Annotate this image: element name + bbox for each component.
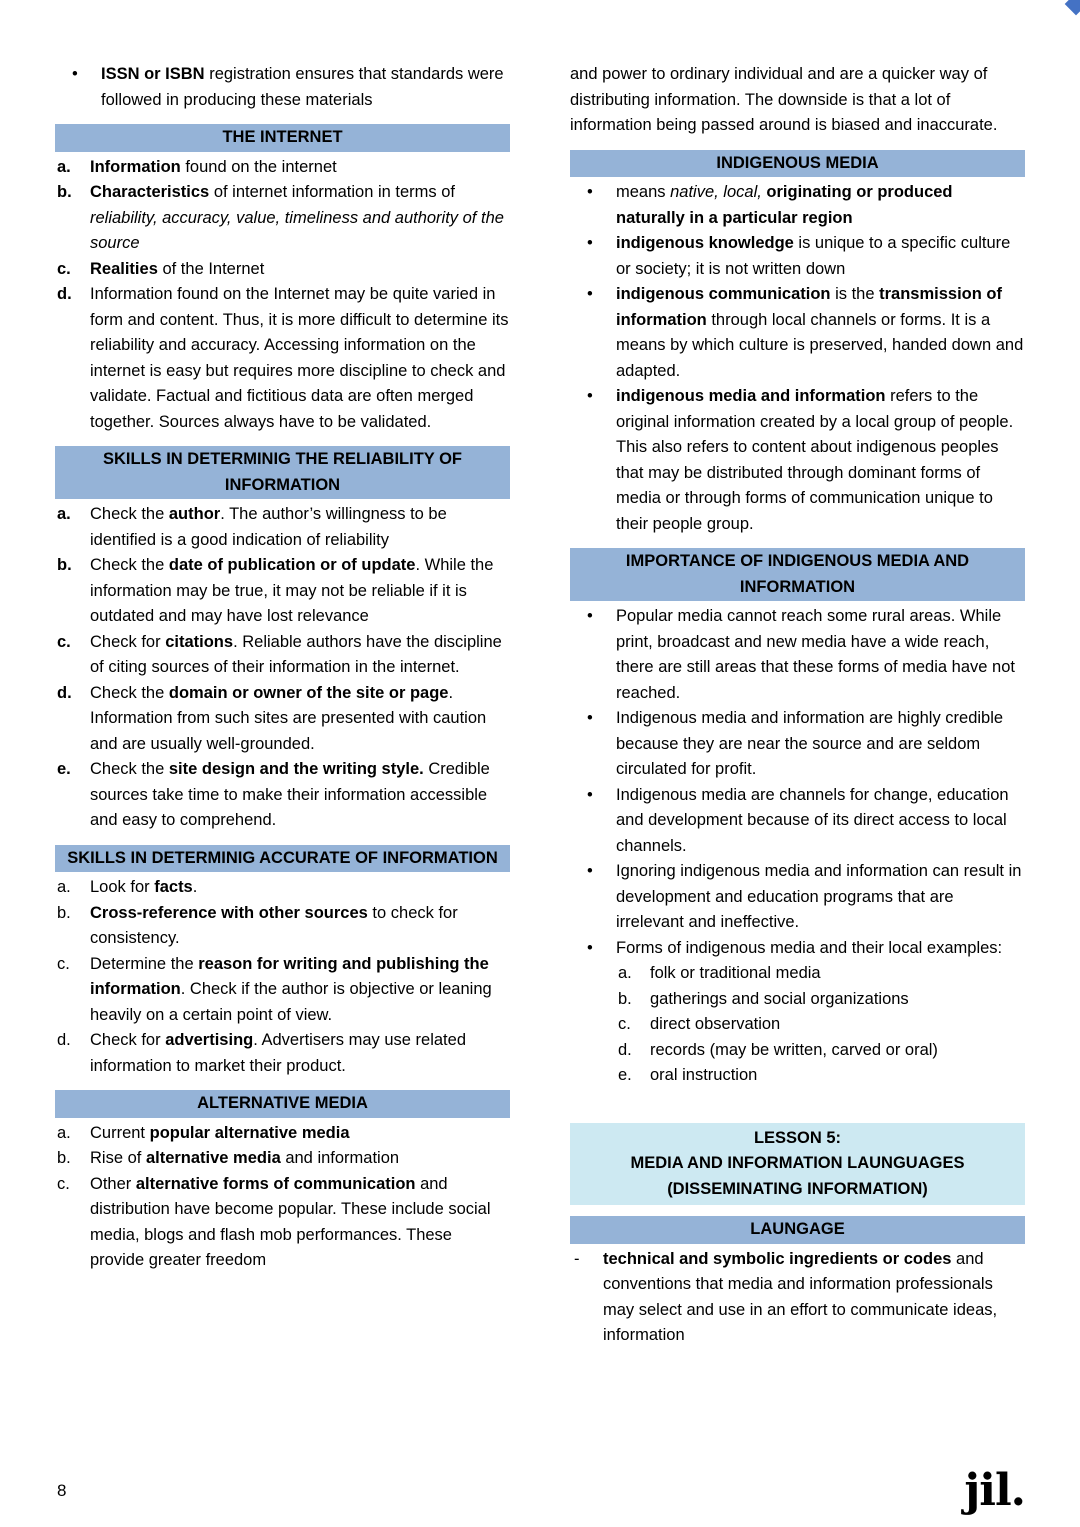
list-item-text	[616, 231, 1025, 282]
list-item-text	[603, 1247, 1025, 1349]
list-marker: d.	[618, 1040, 632, 1059]
list-marker: b.	[57, 183, 72, 201]
lesson-header-line: LESSON 5:	[753, 1128, 842, 1147]
text-segment: citations	[165, 632, 234, 651]
text-segment: Check the	[90, 556, 169, 574]
list-marker: c.	[618, 1015, 631, 1033]
list-item-text	[90, 282, 510, 435]
lesson-header-line: MEDIA AND INFORMATION LAUNGUAGES	[630, 1154, 965, 1172]
text-segment: Information found on the Internet may be quite varied in form and content. Thus, it is more difficult to determine its reliability and accuracy. Accessing information on the internet is easy but requires more discipline to check and validate. Factual and fictitious data are often merged together. Sources always have to be validated.	[90, 285, 509, 431]
list-item	[55, 1146, 510, 1172]
list-item-text	[90, 757, 510, 834]
text-segment: Forms of indigenous media and their local examples:	[616, 938, 1003, 957]
list-marker: b.	[57, 903, 71, 922]
list-item	[570, 936, 1025, 1089]
text-segment: records (may be written, carved or oral)	[650, 1040, 938, 1059]
text-segment: Cross-reference with other sources	[90, 903, 368, 922]
list-item	[55, 62, 510, 113]
list-item	[55, 1121, 510, 1147]
text-segment: . Check if the author is objective or leaning heavily on a certain point of view.	[90, 980, 492, 1024]
text-segment: native, local,	[670, 183, 762, 201]
text-segment: and conventions that media and information professionals may select and use in an effort to communicate ideas, information	[603, 1249, 998, 1344]
list-item	[55, 875, 510, 901]
text-segment: is the	[830, 285, 880, 303]
text-segment: site design and the writing style.	[168, 760, 424, 778]
list-item-text	[650, 961, 1025, 987]
list-marker: •	[587, 234, 593, 252]
text-segment: . Information from such sites are presented with caution and are usually well-grounded.	[90, 683, 487, 753]
text-segment: and distribution have become popular. These include social media, blogs and flash mob performances. These provide greater freedom	[90, 1174, 491, 1269]
list-marker: •	[587, 387, 593, 405]
text-segment: and information	[280, 1149, 400, 1167]
list-item-text	[90, 553, 510, 630]
page-content	[55, 62, 1025, 1349]
text-segment: Check the	[90, 505, 169, 523]
section-header: SKILLS IN DETERMINIG THE RELIABILITY OF INFORMATION	[55, 446, 510, 499]
list-item	[55, 1028, 510, 1079]
right-column	[570, 62, 1025, 1349]
list-item	[55, 502, 510, 553]
text-segment: of internet information in terms of	[209, 183, 456, 201]
list-item	[55, 257, 510, 283]
text-segment: facts	[154, 878, 193, 896]
list-item	[616, 987, 1025, 1013]
list-item-text	[90, 1121, 510, 1147]
left-column	[55, 62, 510, 1349]
text-segment: reliability, accuracy, value, timeliness and authority of the source	[90, 208, 504, 252]
text-segment: Indigenous media and information are highly credible because they are near the source and are seldom circulated for profit.	[616, 709, 1004, 778]
text-segment: date of publication or of update	[168, 556, 416, 574]
brand-logo: jil.	[964, 1465, 1025, 1516]
text-segment: Look for	[90, 878, 155, 896]
text-segment: indigenous communication	[616, 285, 831, 303]
text-segment: and power to ordinary individual and are a quicker way of distributing information. The downside is that a lot of information being passed around is biased and inaccurate.	[570, 65, 998, 134]
list-item	[616, 961, 1025, 987]
text-segment: advertising	[165, 1031, 254, 1049]
list-item-text	[650, 1012, 1025, 1038]
text-segment: Rise of	[90, 1149, 146, 1167]
text-segment: Credible sources take time to make their information accessible and easy to comprehend.	[90, 760, 490, 829]
list-item-text	[90, 875, 510, 901]
list-item	[570, 859, 1025, 936]
list-item	[570, 282, 1025, 384]
list-marker: •	[587, 938, 593, 957]
list-marker: a.	[618, 964, 632, 982]
list-item-text	[650, 1038, 1025, 1064]
list-item-text	[616, 783, 1025, 860]
list-item	[55, 155, 510, 181]
list-marker: c.	[57, 1174, 70, 1193]
text-segment: to check for consistency.	[90, 903, 458, 947]
list-marker: d.	[57, 683, 72, 702]
text-segment: . Advertisers may use related information to market their product.	[90, 1031, 466, 1075]
text-segment: Current	[90, 1123, 150, 1142]
alpha-list	[55, 1121, 510, 1274]
alpha-list	[55, 502, 510, 834]
list-item-text	[616, 706, 1025, 783]
text-segment: popular alternative media	[149, 1123, 350, 1142]
lesson-header-line: (DISSEMINATING INFORMATION)	[667, 1179, 928, 1198]
text-segment: is unique to a specific culture or society; it is not written down	[616, 234, 1011, 278]
text-segment: reason for writing and publishing the information	[90, 954, 489, 998]
list-marker: b.	[57, 556, 72, 574]
text-segment: Other	[90, 1174, 136, 1193]
text-segment: Check the	[90, 683, 169, 702]
list-item	[55, 952, 510, 1029]
list-marker: •	[587, 607, 593, 625]
bullets-list	[570, 180, 1025, 537]
list-item	[55, 757, 510, 834]
text-segment: folk or traditional media	[650, 964, 821, 982]
text-segment: indigenous knowledge	[616, 234, 794, 252]
list-marker: •	[587, 709, 593, 727]
text-segment: oral instruction	[650, 1066, 758, 1084]
text-segment: Realities	[90, 259, 158, 278]
list-marker: a.	[57, 878, 71, 896]
text-segment: domain or owner of the site or page	[168, 683, 449, 702]
list-marker: •	[72, 65, 78, 83]
list-item	[55, 180, 510, 257]
list-item-text	[90, 180, 510, 257]
section-header: IMPORTANCE OF INDIGENOUS MEDIA AND INFORMATION	[570, 548, 1025, 601]
text-segment: means	[616, 183, 671, 201]
list-item	[570, 783, 1025, 860]
list-item-text	[90, 1172, 510, 1274]
list-item-text	[650, 987, 1025, 1013]
text-segment: through local channels or forms. It is a means by which culture is preserved, handed down and adapted.	[616, 310, 1024, 380]
list-item-text	[616, 282, 1025, 384]
list-item-text	[90, 1146, 510, 1172]
bullets-list	[570, 604, 1025, 1089]
dash-list	[570, 1247, 1025, 1349]
text-segment: registration ensures that standards were followed in producing these materials	[101, 65, 504, 109]
list-marker: c.	[57, 954, 70, 973]
lesson-header	[570, 1123, 1025, 1206]
text-segment: ISSN or ISBN	[101, 65, 205, 83]
list-item	[570, 231, 1025, 282]
sub-list	[616, 961, 1025, 1089]
section-header: INDIGENOUS MEDIA	[570, 150, 1025, 178]
list-item-text	[616, 604, 1025, 706]
text-segment: technical and symbolic ingredients or codes	[603, 1249, 952, 1268]
list-item	[570, 1247, 1025, 1349]
text-segment: indigenous media and information	[616, 387, 886, 405]
list-item-text	[90, 502, 510, 553]
text-segment: author	[168, 505, 221, 523]
list-marker: a.	[57, 1123, 71, 1142]
list-marker: e.	[618, 1066, 632, 1084]
page-number: 8	[57, 1481, 67, 1500]
list-marker: b.	[57, 1149, 71, 1167]
list-item	[616, 1063, 1025, 1089]
list-marker: d.	[57, 285, 72, 303]
text-segment: originating or produced naturally in a particular region	[616, 183, 953, 227]
list-marker: •	[587, 785, 593, 804]
list-item	[55, 630, 510, 681]
text-segment: .	[192, 878, 198, 896]
list-marker: •	[587, 285, 593, 303]
text-segment: transmission of information	[616, 285, 1002, 329]
list-marker: d.	[57, 1031, 71, 1049]
text-segment: refers to the original information created by a local group of people. This also refers to content about indigenous peoples that may be distributed through dominant forms of media or through forms of communication unique to their people group.	[616, 387, 1014, 533]
list-marker: -	[574, 1249, 580, 1268]
corner-decoration-icon	[1065, 0, 1080, 15]
list-item-text	[616, 859, 1025, 936]
list-marker: b.	[618, 989, 632, 1008]
list-item	[616, 1038, 1025, 1064]
text-segment: Indigenous media are channels for change, education and development because of its direct access to local channels.	[616, 785, 1009, 855]
list-item-text	[90, 1028, 510, 1079]
section-header: LAUNGAGE	[570, 1216, 1025, 1244]
list-item-text	[90, 257, 510, 283]
list-marker: c.	[57, 259, 71, 278]
list-item	[570, 384, 1025, 537]
text-segment: alternative media	[145, 1149, 281, 1167]
list-item	[570, 180, 1025, 231]
list-item	[616, 1012, 1025, 1038]
list-marker: e.	[57, 760, 71, 778]
alpha-list	[55, 875, 510, 1079]
list-item	[55, 901, 510, 952]
text-segment: Information	[90, 157, 181, 176]
list-item-text	[90, 630, 510, 681]
text-segment: gatherings and social organizations	[650, 989, 909, 1008]
text-segment: Popular media cannot reach some rural areas. While print, broadcast and new media have a wide reach, there are still areas that these forms of media have not reached.	[616, 607, 1015, 702]
list-item	[55, 282, 510, 435]
section-header: ALTERNATIVE MEDIA	[55, 1090, 510, 1118]
list-item	[570, 706, 1025, 783]
list-item	[55, 681, 510, 758]
section-header: THE INTERNET	[55, 124, 510, 152]
text-segment: Check the	[90, 760, 169, 778]
section-header: SKILLS IN DETERMINIG ACCURATE OF INFORMATION	[55, 845, 510, 873]
alpha-list	[55, 155, 510, 436]
list-item-text	[90, 155, 510, 181]
list-marker: •	[587, 183, 593, 201]
text-segment: alternative forms of communication	[135, 1174, 416, 1193]
list-item-text	[101, 62, 510, 113]
text-segment: Check for	[90, 632, 166, 651]
text-segment: Characteristics	[90, 183, 210, 201]
bullets-list	[55, 62, 510, 113]
text-segment: . The author’s willingness to be identified is a good indication of reliability	[90, 505, 447, 549]
text-segment: . While the information may be true, it may not be reliable if it is outdated and may have lost relevance	[90, 556, 494, 625]
list-marker: a.	[57, 505, 71, 523]
list-marker: •	[587, 862, 593, 880]
text-segment: of the Internet	[157, 259, 265, 278]
text-segment: Determine the	[90, 954, 199, 973]
list-item	[55, 1172, 510, 1274]
list-item-text	[90, 901, 510, 952]
paragraph	[570, 62, 1025, 139]
list-item-text	[650, 1063, 1025, 1089]
list-marker: c.	[57, 632, 71, 651]
list-item-text	[616, 936, 1025, 1089]
text-segment: Ignoring indigenous media and information can result in development and education programs that are irrelevant and ineffective.	[616, 862, 1022, 931]
list-marker: a.	[57, 157, 71, 176]
list-item	[570, 604, 1025, 706]
text-segment: . Reliable authors have the discipline of citing sources of their information in the internet.	[90, 632, 502, 676]
list-item	[55, 553, 510, 630]
list-item-text	[90, 681, 510, 758]
list-item-text	[616, 384, 1025, 537]
text-segment: found on the internet	[180, 157, 337, 176]
text-segment: direct observation	[650, 1015, 781, 1033]
text-segment: Check for	[90, 1031, 166, 1049]
list-item-text	[616, 180, 1025, 231]
list-item-text	[90, 952, 510, 1029]
